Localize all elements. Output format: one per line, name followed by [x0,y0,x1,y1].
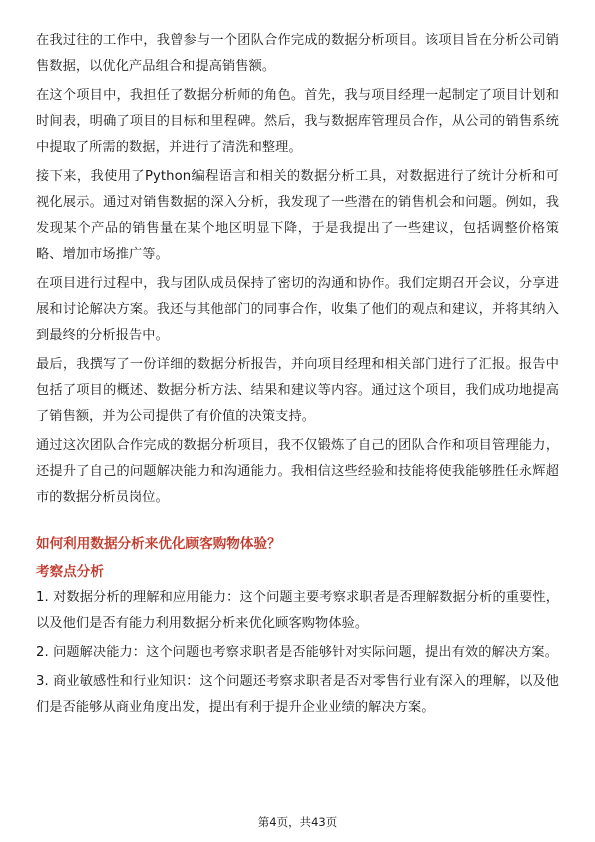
body-paragraph-3: 接下来，我使用了Python编程语言和相关的数据分析工具，对数据进行了统计分析和可视化展示。通过对销售数据的深入分析，我发现了一些潜在的销售机会和问题。例如，我发现某个产品的销售量在某个地区明显下降，于是我提出了一些建议，包括调整价格策略、增加市场推广等。 [36,169,559,262]
body-paragraph-1: 在我过往的工作中，我曾参与一个团队合作完成的数据分析项目。该项目旨在分析公司销售数据，以优化产品组合和提高销售额。 [36,33,559,74]
analysis-item-1: 1. 对数据分析的理解和应用能力：这个问题主要考察求职者是否理解数据分析的重要性，以及他们是否有能力利用数据分析来优化顾客购物体验。 [36,590,559,631]
body-paragraph-4: 在项目进行过程中，我与团队成员保持了密切的沟通和协作。我们定期召开会议，分享进展和讨论解决方案。我还与其他部门的同事合作，收集了他们的观点和建议，并将其纳入到最终的分析报告中。 [36,276,559,343]
body-paragraph-6: 通过这次团队合作完成的数据分析项目，我不仅锻炼了自己的团队合作和项目管理能力，还提升了自己的问题解决能力和沟通能力。我相信这些经验和技能将使我能够胜任永辉超市的数据分析员岗位。 [36,438,559,505]
body-paragraph-2: 在这个项目中，我担任了数据分析师的角色。首先，我与项目经理一起制定了项目计划和时间表，明确了项目的目标和里程碑。然后，我与数据库管理员合作，从公司的销售系统中提取了所需的数据，并进行了清洗和整理。 [36,88,559,155]
analysis-item-3: 3. 商业敏感性和行业知识：这个问题还考察求职者是否对零售行业有深入的理解，以及他们是否能够从商业角度出发，提出有利于提升企业业绩的解决方案。 [36,674,559,715]
body-paragraph-5: 最后，我撰写了一份详细的数据分析报告，并向项目经理和相关部门进行了汇报。报告中包括了项目的概述、数据分析方法、结果和建议等内容。通过这个项目，我们成功地提高了销售额，并为公司提供了有价值的决策支持。 [36,357,559,424]
analysis-subheading: 考察点分析 [36,564,104,580]
question-heading: 如何利用数据分析来优化顾客购物体验？ [36,536,281,552]
page-number-footer: 第4页，共43页 [257,815,338,829]
analysis-item-2: 2. 问题解决能力：这个问题也考察求职者是否能够针对实际问题，提出有效的解决方案。 [36,645,558,660]
